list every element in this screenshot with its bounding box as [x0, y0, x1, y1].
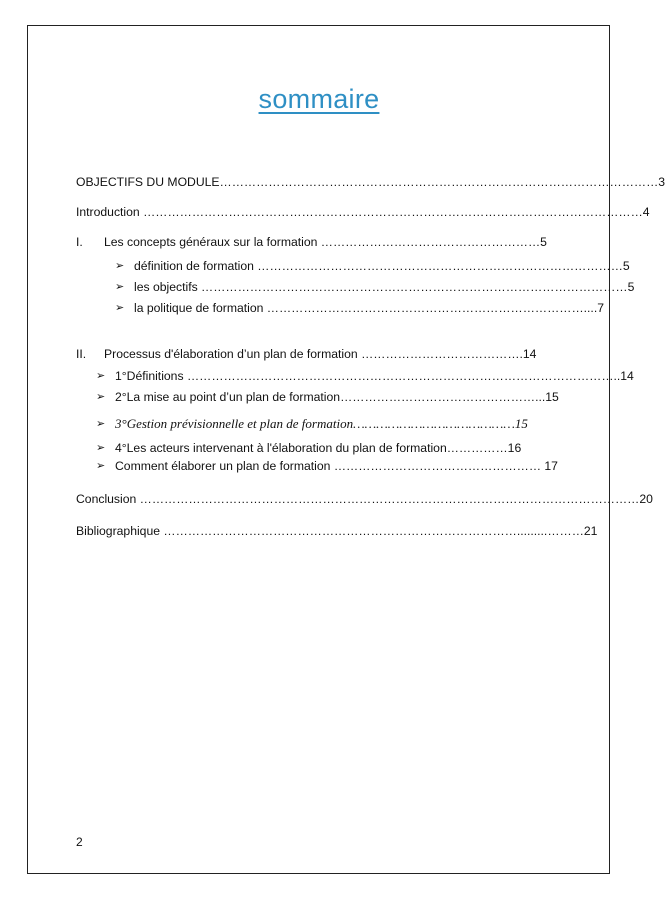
- toc-entry-acteurs[interactable]: 4°Les acteurs intervenant à l'élaboration du plan de formation……………16: [115, 441, 522, 455]
- arrow-bullet-icon: ➢: [115, 302, 125, 314]
- toc-entry-politique[interactable]: la politique de formation ……………………………………………………………………....7: [134, 301, 604, 315]
- page-title: sommaire: [258, 84, 380, 114]
- toc-entry-bibliographique[interactable]: Bibliographique …………………………………………………………………………….........………21: [76, 524, 598, 538]
- toc-entry-concepts[interactable]: Les concepts généraux sur la formation ………………………………………………5: [104, 235, 547, 249]
- section-numeral-1: I.: [76, 235, 83, 249]
- arrow-bullet-icon: ➢: [96, 418, 106, 430]
- toc-entry-introduction[interactable]: Introduction ……………………………………………………………………………………………………………4: [76, 205, 650, 219]
- section-numeral-2: II.: [76, 347, 87, 361]
- toc-entry-definition[interactable]: définition de formation ………………………………………………………………………………5: [134, 259, 630, 273]
- toc-entry-processus[interactable]: Processus d'élaboration d’un plan de formation ………………………………….14: [104, 347, 537, 361]
- toc-entry-objectifs[interactable]: OBJECTIFS DU MODULE………………………………………………………………………………………………3: [76, 175, 665, 189]
- arrow-bullet-icon: ➢: [96, 370, 106, 382]
- arrow-bullet-icon: ➢: [96, 460, 106, 472]
- toc-entry-mise-au-point[interactable]: 2°La mise au point d’un plan de formation…………………………………………...15: [115, 390, 559, 404]
- arrow-bullet-icon: ➢: [115, 281, 125, 293]
- arrow-bullet-icon: ➢: [115, 260, 125, 272]
- toc-entry-definitions[interactable]: 1°Définitions ……………………………………………………………………………………………..14: [115, 369, 634, 383]
- toc-entry-gestion-previsionnelle[interactable]: 3°Gestion prévisionnelle et plan de formation……………………………………15: [115, 416, 528, 431]
- arrow-bullet-icon: ➢: [96, 391, 106, 403]
- arrow-bullet-icon: ➢: [96, 442, 106, 454]
- toc-entry-conclusion[interactable]: Conclusion ……………………………………………………………………………………………………………20: [76, 492, 653, 506]
- toc-entry-comment-elaborer[interactable]: Comment élaborer un plan de formation …………………………………………… 17: [115, 459, 558, 473]
- toc-entry-objectifs-sub[interactable]: les objectifs ……………………………………………………………………………………………5: [134, 280, 635, 294]
- page-number: 2: [76, 835, 83, 849]
